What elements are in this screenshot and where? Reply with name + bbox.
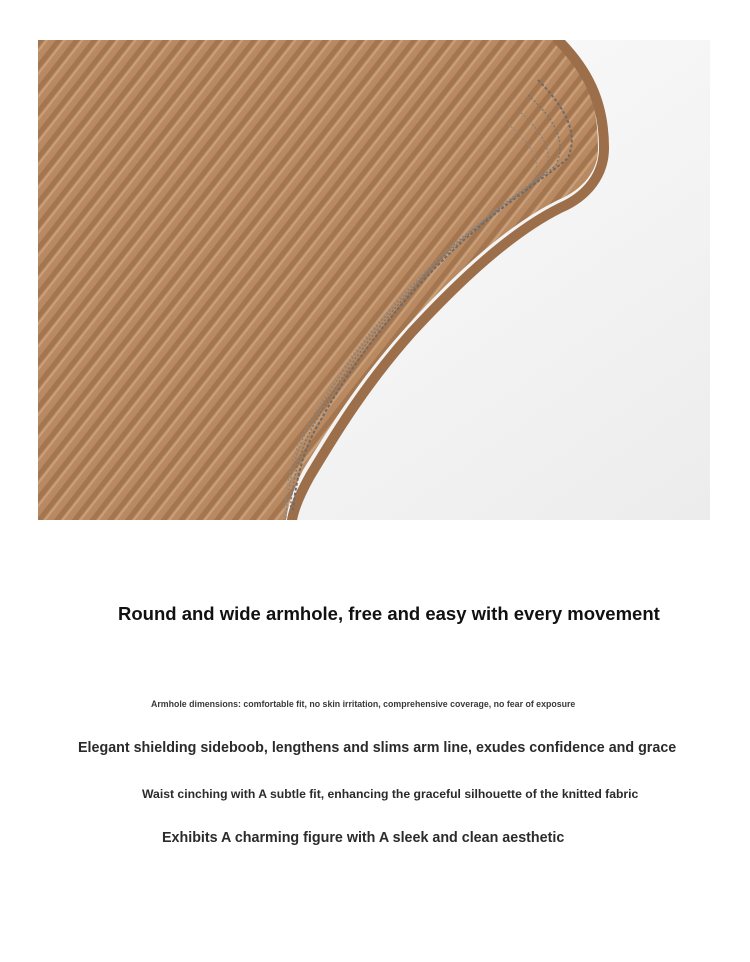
feature-line-2: Waist cinching with A subtle fit, enhancing the graceful silhouette of the knitted fabric [142,787,639,801]
product-photo [38,40,710,520]
feature-line-1: Elegant shielding sideboob, lengthens and slims arm line, exudes confidence and grace [78,740,677,756]
subtitle: Armhole dimensions: comfortable fit, no skin irritation, comprehensive coverage, no fear of exposure [151,699,576,709]
headline: Round and wide armhole, free and easy with every movement [118,603,660,624]
feature-line-3: Exhibits A charming figure with A sleek and clean aesthetic [162,830,565,846]
